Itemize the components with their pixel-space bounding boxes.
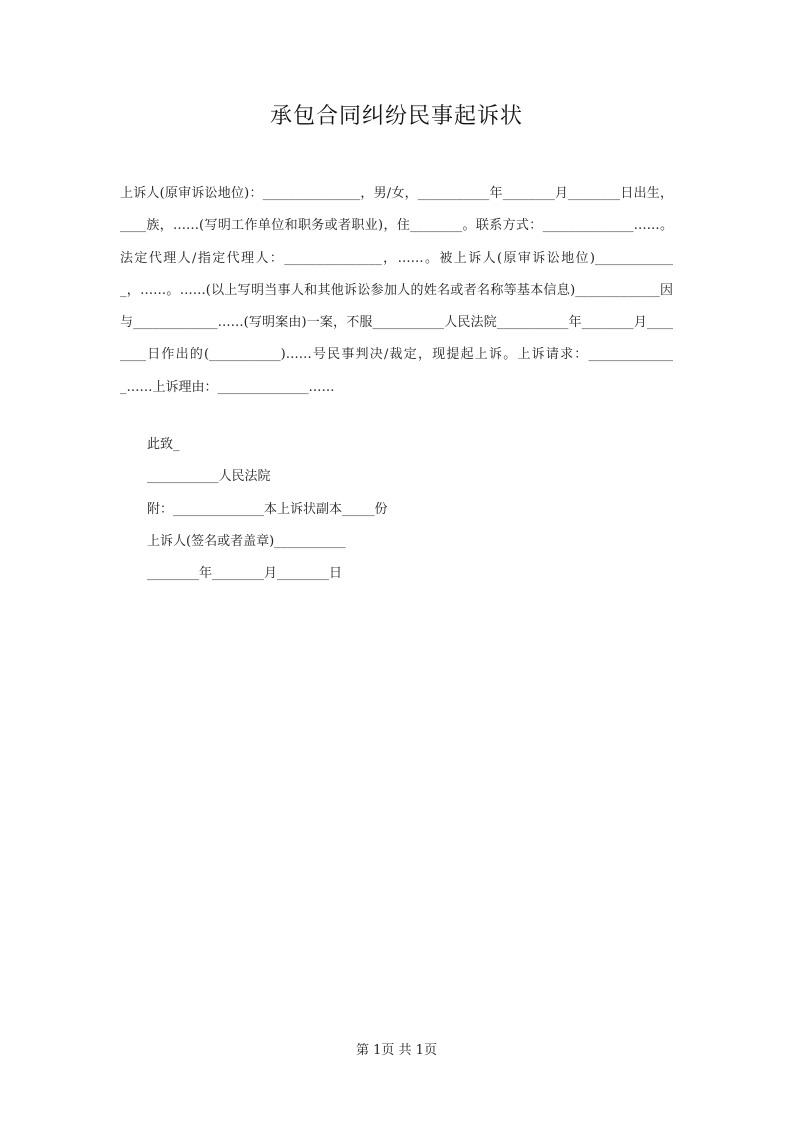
signature-line: 上诉人(签名或者盖章)___________: [147, 533, 346, 549]
date-line: ________年________月________日: [147, 566, 343, 582]
body-paragraph: [120, 178, 673, 404]
page-footer: 第 1页 共 1页: [356, 1043, 437, 1058]
document-title: 承包合同纠纷民事起诉状: [269, 104, 523, 129]
court-line: ___________人民法院: [147, 469, 271, 485]
closing-section: [147, 429, 687, 590]
attachment-line: 附：______________本上诉状副本_____份: [147, 501, 388, 517]
closing-greeting: 此致_: [147, 437, 180, 452]
body-paragraph-text: 上诉人(原审诉讼地位)：_______________，男/女，___________年________月________日出生，____族，……(写明工作单位和职务或者职业)，住________。联系方式：______________……。法定代理人/指定代理人：_______________，……。被上诉人(原审诉讼地位)_____________，……。……(以上写明当事人和其他诉讼参加人的姓名或者名称等基本信息)_____________因与_____________……(写明案由)一案，不服___________人民法院___________年________月________日作出的(___________)……号民事判决/裁定，现提起上诉。上诉请求：______________……上诉理由：______________……: [120, 186, 673, 395]
